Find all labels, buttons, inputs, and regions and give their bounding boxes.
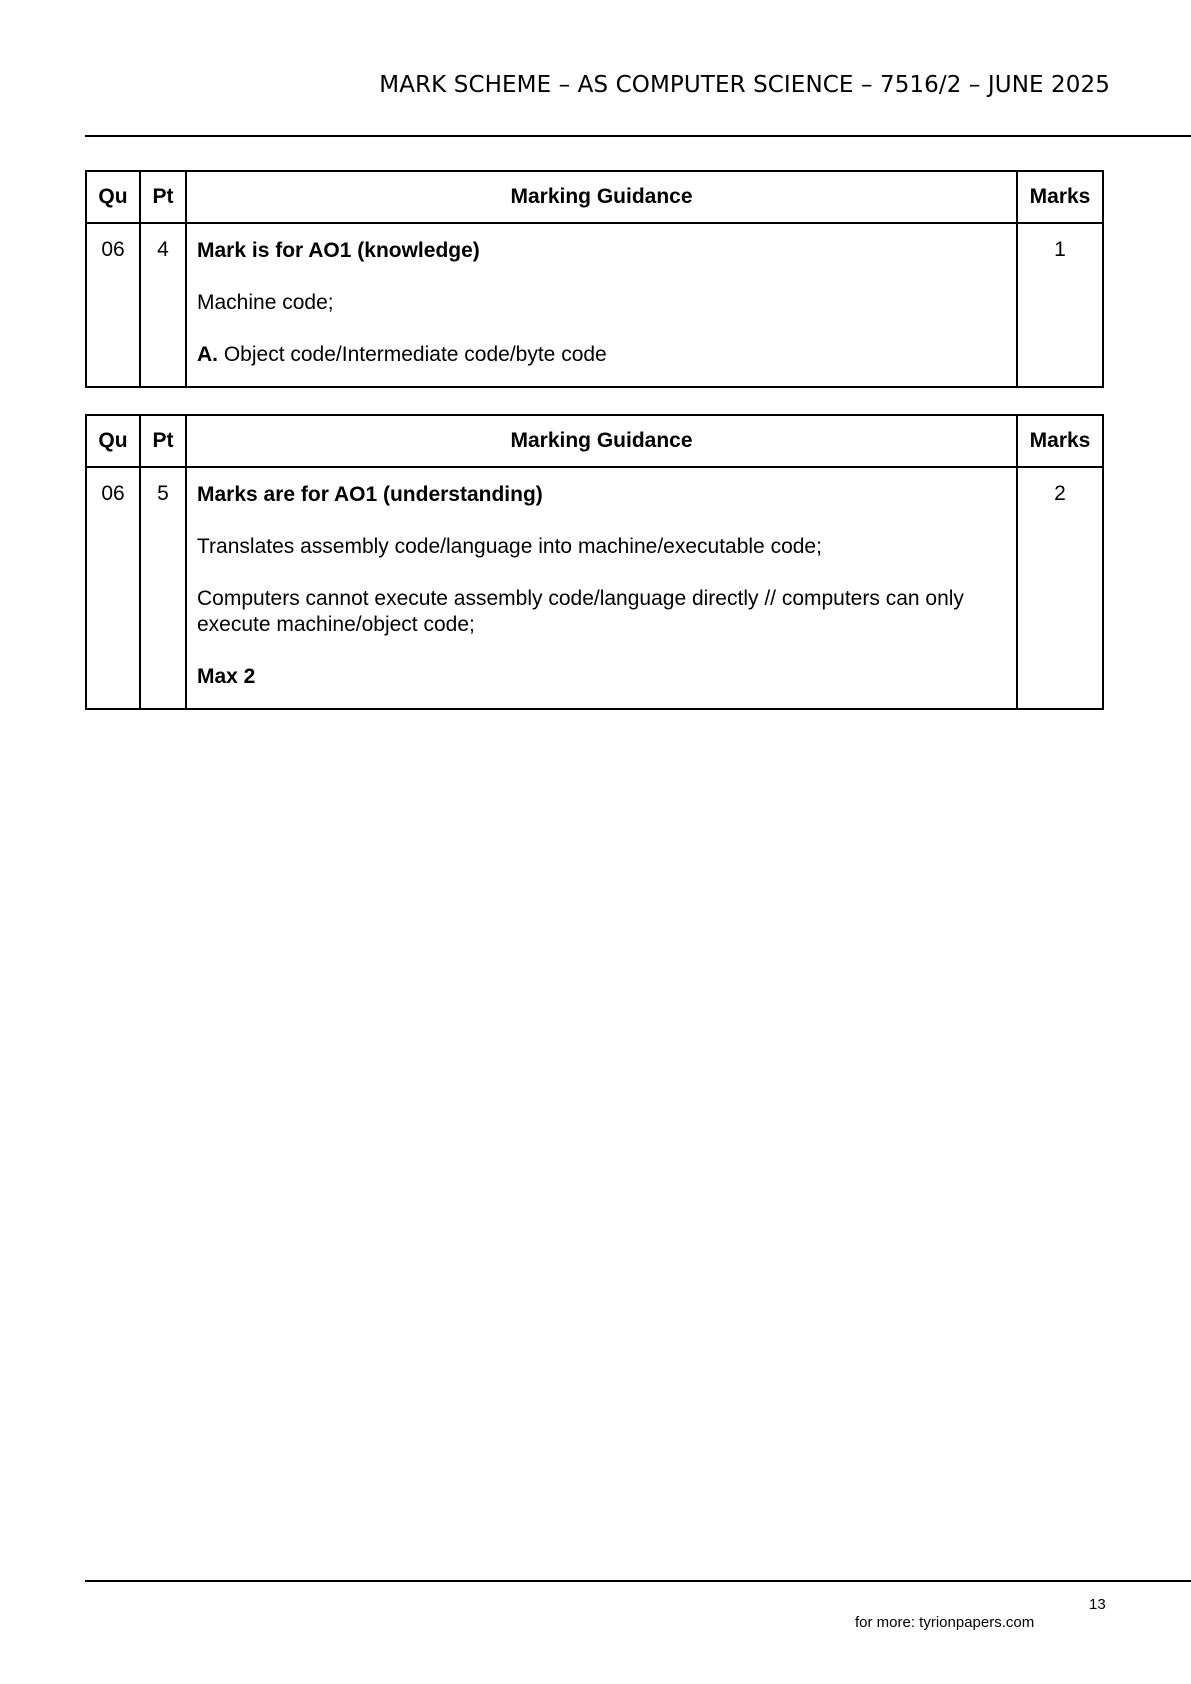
accept-text: Object code/Intermediate code/byte code [218,343,607,366]
header-pt: Pt [140,171,186,223]
marking-guidance-cell [186,223,1017,387]
footer-link[interactable]: for more: tyrionpapers.com [855,1614,1035,1631]
guidance-line: Computers cannot execute assembly code/language directly // computers can only execute machine/object code; [197,587,964,636]
guidance-heading: Mark is for AO1 (knowledge) [197,239,480,262]
mark-table-06-4 [85,170,1104,388]
mark-table-06-5 [85,414,1104,710]
header-marking-guidance: Marking Guidance [186,171,1017,223]
question-number: 06 [86,223,140,387]
header-marking-guidance: Marking Guidance [186,415,1017,467]
header-marks: Marks [1017,415,1103,467]
header-qu: Qu [86,171,140,223]
table-header-row [86,171,1103,223]
guidance-line: Translates assembly code/language into machine/executable code; [197,535,822,558]
header-rule [85,135,1191,137]
marks-value: 1 [1017,223,1103,387]
table-row [86,467,1103,709]
page-header-title: MARK SCHEME – AS COMPUTER SCIENCE – 7516/2 – JUNE 2025 [379,72,1110,98]
guidance-heading: Marks are for AO1 (understanding) [197,483,543,506]
part-number: 5 [140,467,186,709]
marking-guidance-cell [186,467,1017,709]
header-marks: Marks [1017,171,1103,223]
marks-value: 2 [1017,467,1103,709]
footer-rule [85,1580,1191,1582]
accept-line [197,342,1006,368]
table-header-row [86,415,1103,467]
header-qu: Qu [86,415,140,467]
table-row [86,223,1103,387]
question-number: 06 [86,467,140,709]
guidance-line: Machine code; [197,291,334,314]
accept-label: A. [197,343,218,366]
part-number: 4 [140,223,186,387]
page-number: 13 [1089,1596,1106,1613]
max-marks-note: Max 2 [197,665,256,688]
header-pt: Pt [140,415,186,467]
